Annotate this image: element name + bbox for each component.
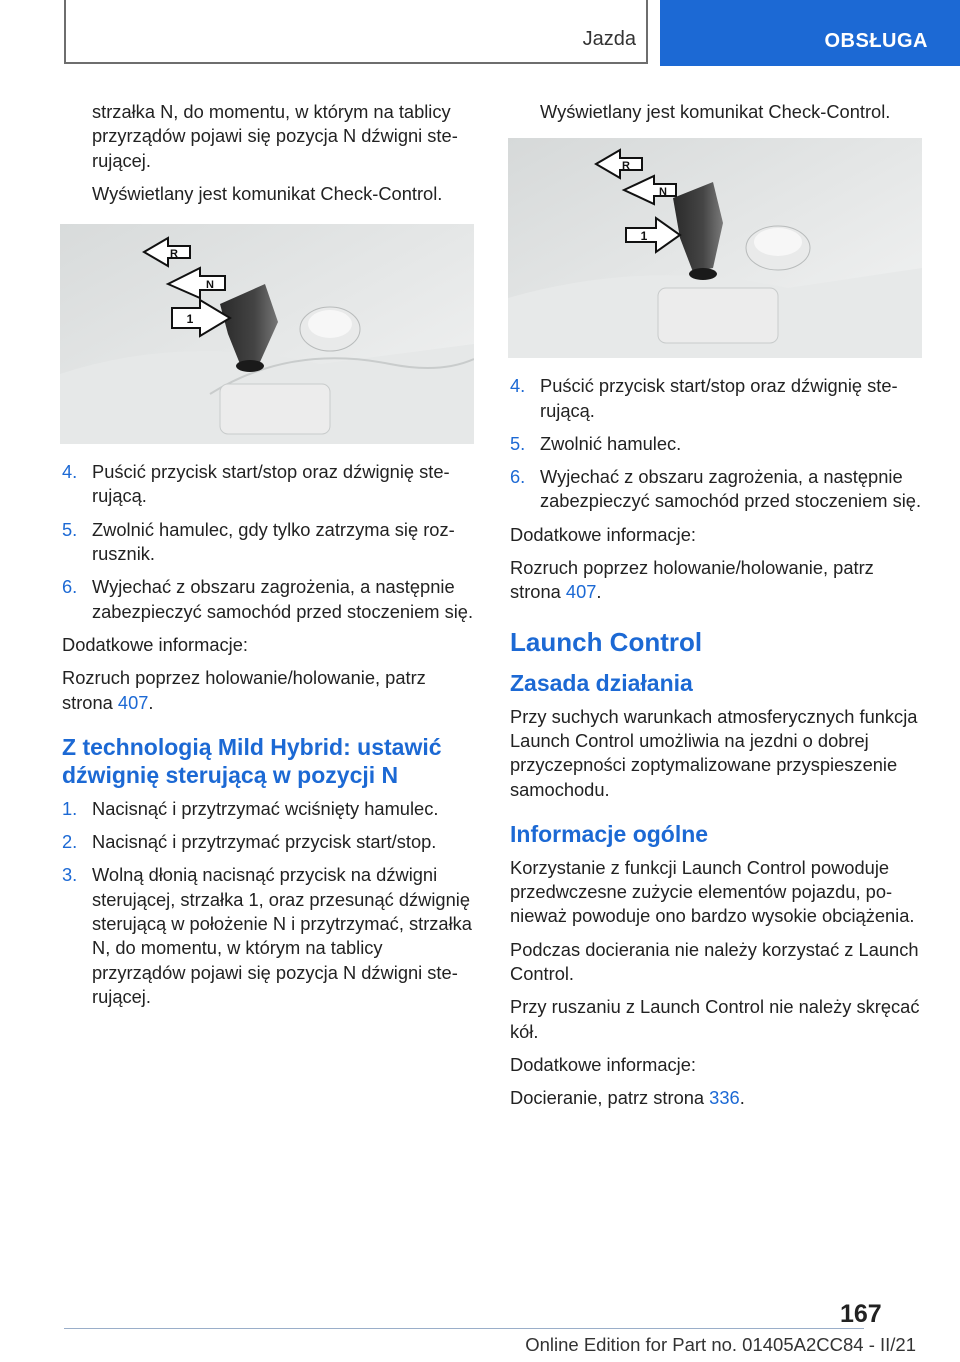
step-text: Zwolnić hamulec, gdy tylko zatrzyma się rozrusznik. <box>92 518 455 565</box>
gear-selector-illustration <box>60 224 474 444</box>
step-item <box>62 460 478 509</box>
heading-mild-hybrid: Z technologią Mild Hybrid: ustawić dźwignię sterującą w pozycji N <box>62 733 442 788</box>
run-in-text: Podczas docierania nie należy korzystać z Launch Control. <box>510 938 919 985</box>
step-number: 3. <box>62 864 78 886</box>
step-number: 1. <box>62 797 78 819</box>
step-item <box>62 830 478 854</box>
arrow-label-1: 1 <box>186 312 194 327</box>
arrow-label-r: R <box>170 248 178 261</box>
step-item <box>62 575 478 624</box>
steering-text: Przy ruszaniu z Launch Control nie należy skręcać kół. <box>510 996 920 1042</box>
right-column <box>510 100 926 1120</box>
footer-edition: Online Edition for Part no. 01405A2CC84 - II/21 <box>525 1334 916 1355</box>
step-number: 6. <box>62 576 78 598</box>
arrow-label-n: N <box>206 279 214 292</box>
more-info-label: Dodatkowe informacje: <box>510 523 696 545</box>
heading-launch-control: Launch Control <box>510 626 703 657</box>
step-number: 2. <box>62 831 78 853</box>
steps-list-right <box>510 374 926 513</box>
towing-reference: Rozruch poprzez holowanie/holowanie, patrz strona 407. <box>510 557 874 603</box>
towing-reference-text: Rozruch poprzez holowanie/holowanie, patrz strona <box>510 557 874 603</box>
arrow-label-r: R <box>622 160 630 173</box>
step-text: Wolną dłonią nacisnąć przycisk na dźwigni sterującej, strzałka 1, oraz przesunąć dźwignię sterującą w położenie N i przytrzymać, strzałka N, do momentu, w którym na tablicy przyrządów pojawi się pozycja N dźwigni sterującej. <box>92 864 472 1007</box>
check-control-note: Wyświetlany jest komunikat Check-Control. <box>540 101 891 122</box>
arrow-label-1: 1 <box>640 229 648 244</box>
step-number: 4. <box>510 375 526 397</box>
step-text: Zwolnić hamulec. <box>540 432 682 454</box>
step-number: 6. <box>510 466 526 488</box>
left-column <box>62 100 478 1018</box>
page-link-336[interactable]: 336 <box>709 1087 740 1109</box>
principle-text: Przy suchych warunkach atmosferycznych funkcja Launch Control umożliwia na jezdni o dobrej przyczepności zoptymalizowane przyspieszenie samochodu. <box>510 705 918 800</box>
step-number: 4. <box>62 461 78 483</box>
footer-divider <box>64 1328 864 1329</box>
towing-reference-text: Rozruch poprzez holowanie/holowanie, patrz strona <box>62 667 426 713</box>
check-control-note: Wyświetlany jest komunikat Check-Control. <box>92 182 443 204</box>
page-link-407[interactable]: 407 <box>565 581 597 603</box>
step-item <box>510 432 926 456</box>
towing-reference: Rozruch poprzez holowanie/holowanie, patrz strona 407. <box>62 667 426 713</box>
step-text: Nacisnąć i przytrzymać przycisk start/stop. <box>92 831 437 853</box>
header-chapter-tab[interactable]: OBSŁUGA <box>660 0 960 66</box>
step-text: Puścić przycisk start/stop oraz dźwignię sterującą. <box>540 375 898 421</box>
arrow-label-n: N <box>659 186 667 199</box>
step-text: Puścić przycisk start/stop oraz dźwignię sterującą. <box>92 461 450 507</box>
step-text: Nacisnąć i przytrzymać wciśnięty hamulec. <box>92 797 439 819</box>
heading-general-info: Informacje ogólne <box>510 820 709 847</box>
step-item <box>62 797 478 821</box>
more-info-label-2: Dodatkowe informacje: <box>510 1053 696 1075</box>
run-in-reference: Docieranie, patrz strona 336. <box>510 1087 745 1109</box>
page-link-407[interactable]: 407 <box>117 691 149 713</box>
steps-list-b <box>62 797 478 1009</box>
step-text: Wyjechać z obszaru zagrożenia, a następnie zabezpieczyć samochód przed stoczeniem się. <box>92 576 474 622</box>
step-number: 5. <box>510 432 526 454</box>
more-info-label: Dodatkowe informacje: <box>62 633 248 655</box>
step-text: Wyjechać z obszaru zagrożenia, a następnie zabezpieczyć samochód przed stoczeniem się. <box>540 466 922 512</box>
gear-selector-illustration-2 <box>508 138 922 358</box>
step-item <box>510 374 926 423</box>
step-item <box>62 863 478 1009</box>
page-number: 167 <box>840 1300 882 1328</box>
general-info-text: Korzystanie z funkcji Launch Control powoduje przedwczesne zużycie elementów pojazdu, ponieważ powoduje ono bardzo wysokie obciążenia. <box>510 856 915 927</box>
run-in-reference-text: Docieranie, patrz strona <box>510 1087 705 1109</box>
header-section-title: Jazda <box>582 28 636 50</box>
step-item <box>62 518 478 567</box>
step-number: 5. <box>62 518 78 540</box>
heading-principle: Zasada działania <box>510 669 693 696</box>
steps-list-a <box>62 460 478 624</box>
step-item <box>510 465 926 514</box>
continued-step-text: strzałka N, do momentu, w którym na tablicy przyrządów pojawi się pozycja N dźwigni sterującej. <box>92 101 458 171</box>
